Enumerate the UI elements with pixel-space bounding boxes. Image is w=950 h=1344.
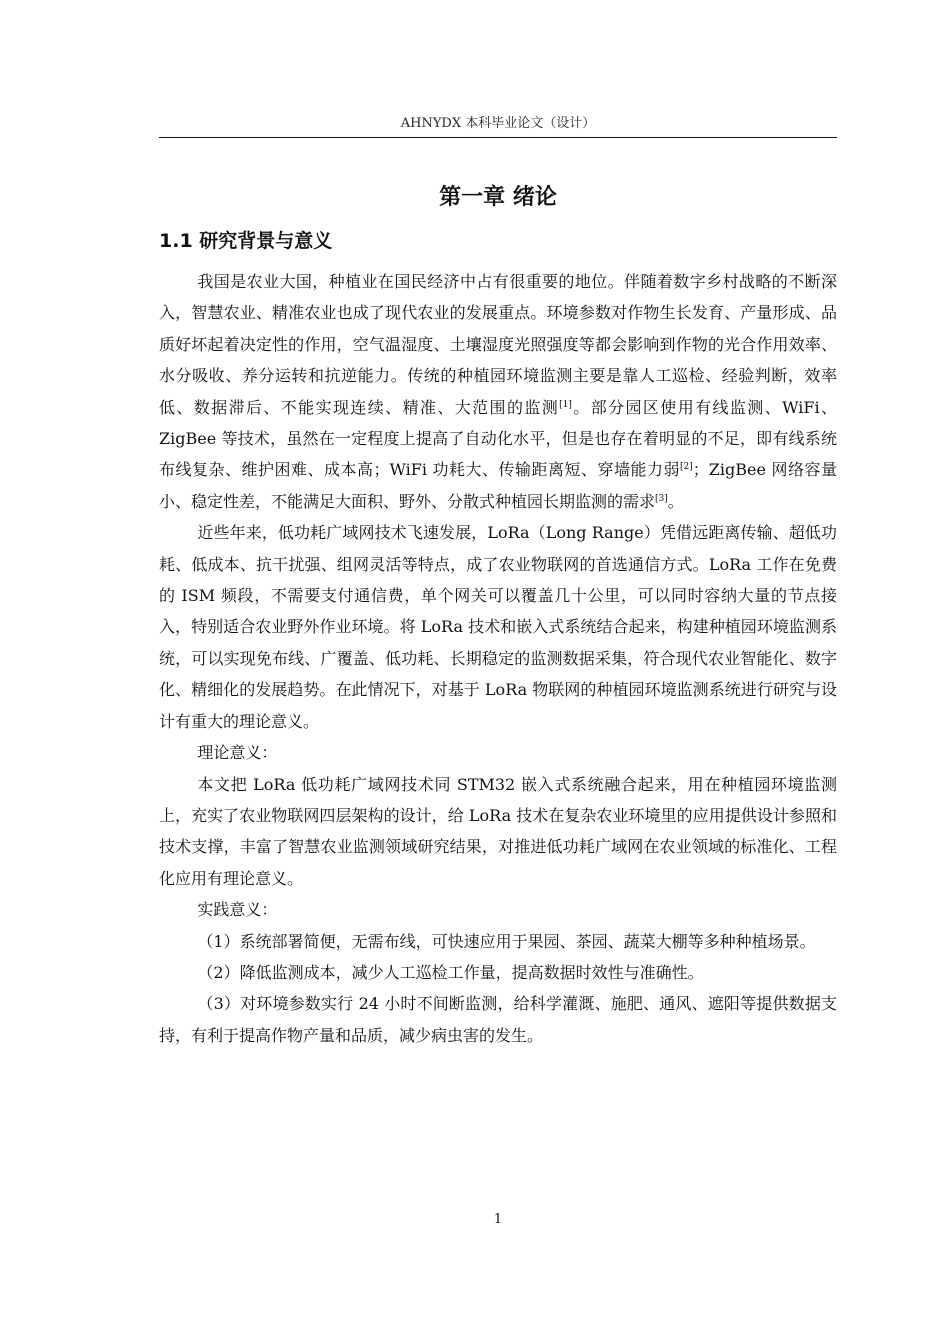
page-number: 1 — [493, 1212, 503, 1227]
body-text — [159, 266, 837, 1051]
chapter-title: 第一章 绪论 — [439, 185, 557, 210]
paragraph-text: ；ZigBee 网络容量小、稳定性差，不能满足大面积、野外、分散式种植园长期监测的需求 — [159, 460, 837, 511]
citation-ref: [3] — [655, 493, 668, 504]
list-item-1: （1）系统部署简便，无需布线，可快速应用于果园、茶园、蔬菜大棚等多种种植场景。 — [197, 931, 816, 951]
list-item-3: （3）对环境参数实行 24 小时不间断监测，给科学灌溉、施肥、通风、遮阳等提供数据支持，有利于提高作物产量和品质，减少病虫害的发生。 — [159, 994, 837, 1045]
section-title: 1.1 研究背景与意义 — [159, 230, 333, 252]
paragraph-theory-heading: 理论意义： — [197, 743, 278, 763]
citation-ref: [1] — [559, 399, 572, 410]
list-item-2: （2）降低监测成本，减少人工巡检工作量，提高数据时效性与准确性。 — [197, 962, 704, 982]
paragraph-background — [159, 266, 837, 517]
paragraph-lora: 近些年来，低功耗广域网技术飞速发展，LoRa（Long Range）凭借远距离传输、超低功耗、低成本、抗干扰强、组网灵活等特点，成了农业物联网的首选通信方式。LoRa 工作在免费的 ISM 频段，不需要支付通信费，单个网关可以覆盖几十公里，可以同时容纳大量的节点接入，特别适合农业野外作业环境。将 LoRa 技术和嵌入式系统结合起来，构建种植园环境监测系统，可以实现免布线、广覆盖、低功耗、长期稳定的监测数据采集，符合现代农业智能化、数字化、精细化的发展趋势。在此情况下，对基于 LoRa 物联网的种植园环境监测系统进行研究与设计有重大的理论意义。 — [159, 523, 837, 731]
page-header: AHNYDX 本科毕业论文（设计） — [400, 116, 596, 131]
paragraph-practice-heading: 实践意义： — [197, 900, 278, 920]
citation-ref: [2] — [680, 462, 693, 473]
paragraph-text: 。 — [667, 491, 684, 511]
header-rule — [159, 137, 837, 138]
paragraph-theory: 本文把 LoRa 低功耗广域网技术同 STM32 嵌入式系统融合起来，用在种植园环境监测上，充实了农业物联网四层架构的设计，给 LoRa 技术在复杂农业环境里的应用提供设计参照和技术支撑，丰富了智慧农业监测领域研究结果，对推进低功耗广域网在农业领域的标准化、工程化应用有理论意义。 — [159, 774, 837, 888]
paragraph-text: 我国是农业大国，种植业在国民经济中占有很重要的地位。伴随着数字乡村战略的不断深入，智慧农业、精准农业也成了现代农业的发展重点。环境参数对作物生长发育、产量形成、品质好坏起着决定性的作用，空气温湿度、土壤湿度光照强度等都会影响到作物的光合作用效率、水分吸收、养分运转和抗逆能力。传统的种植园环境监测主要是靠人工巡检、经验判断，效率低、数据滞后、不能实现连续、精准、大范围的监测 — [159, 272, 837, 417]
paragraph-text: 。部分园区使用有线监测、WiFi、ZigBee 等技术，虽然在一定程度上提高了自动化水平，但是也存在着明显的不足，即有线系统布线复杂、维护困难、成本高；WiFi 功耗大、传输距离短、穿墙能力弱 — [159, 397, 837, 480]
